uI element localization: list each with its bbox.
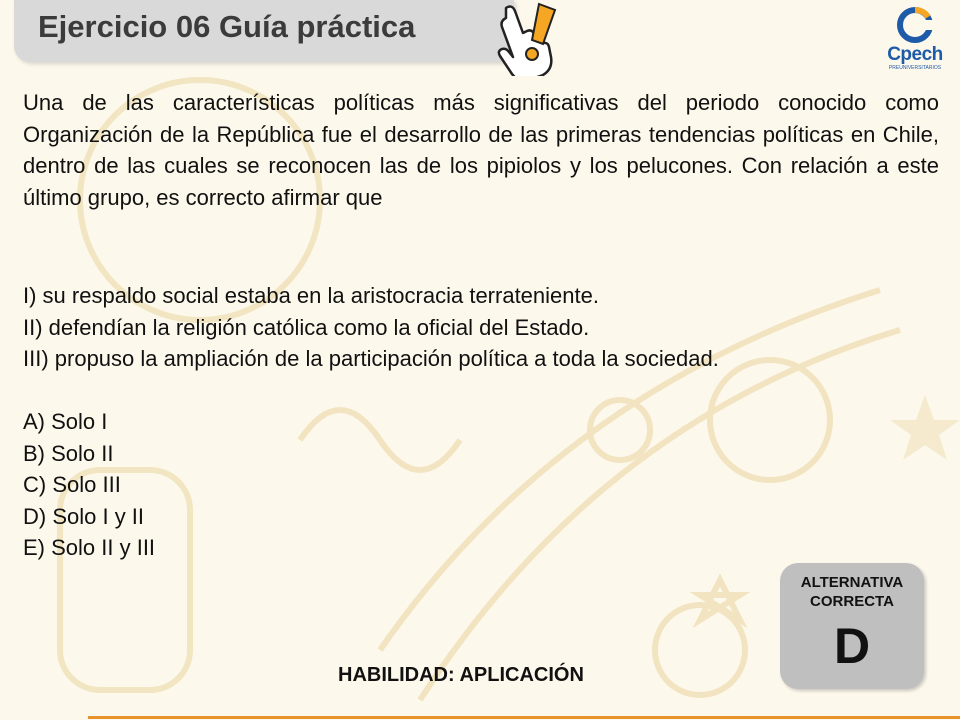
correct-answer-box xyxy=(780,563,924,689)
statement-item: II) defendían la religión católica como la oficial del Estado. xyxy=(23,314,590,340)
question-stem: Una de las características políticas más significativas del periodo conocido como Organización de la República fue el desarrollo de las primeras tendencias políticas en Chile, dentro de las cuales se reconocen las de los pipiolos y los pelucones. Con relación a este último grupo, es correcto afirmar que xyxy=(23,90,939,210)
title-bar xyxy=(14,0,514,62)
page-title: Ejercicio 06 Guía práctica xyxy=(38,9,416,44)
statement-item: III) propuso la ampliación de la participación política a toda la sociedad. xyxy=(23,346,719,371)
options-list xyxy=(23,406,155,564)
option-d[interactable]: D) Solo I y II xyxy=(23,503,145,529)
statement-item: I) su respaldo social estaba en la aristocracia terrateniente. xyxy=(23,283,599,308)
bottom-divider xyxy=(88,716,960,719)
option-a[interactable]: A) Solo I xyxy=(23,409,108,434)
logo-text: Cpech xyxy=(887,44,943,65)
option-e[interactable]: E) Solo II y III xyxy=(23,535,156,560)
answer-label-line1: ALTERNATIVA xyxy=(800,574,904,591)
answer-letter: D xyxy=(833,618,871,674)
answer-label-line2: CORRECTA xyxy=(810,593,894,610)
option-c[interactable]: C) Solo III xyxy=(23,472,121,497)
skill-label: HABILIDAD: APLICACIÓN xyxy=(338,664,584,686)
pointing-hand-exclamation-icon xyxy=(486,0,562,76)
logo-tagline: PREUNIVERSITARIOS xyxy=(888,65,942,71)
answer-label xyxy=(780,573,924,611)
statements-list xyxy=(23,280,719,375)
cpech-logo-mark-icon xyxy=(880,6,950,46)
option-b[interactable]: B) Solo II xyxy=(23,440,114,466)
cpech-logo xyxy=(880,6,950,70)
